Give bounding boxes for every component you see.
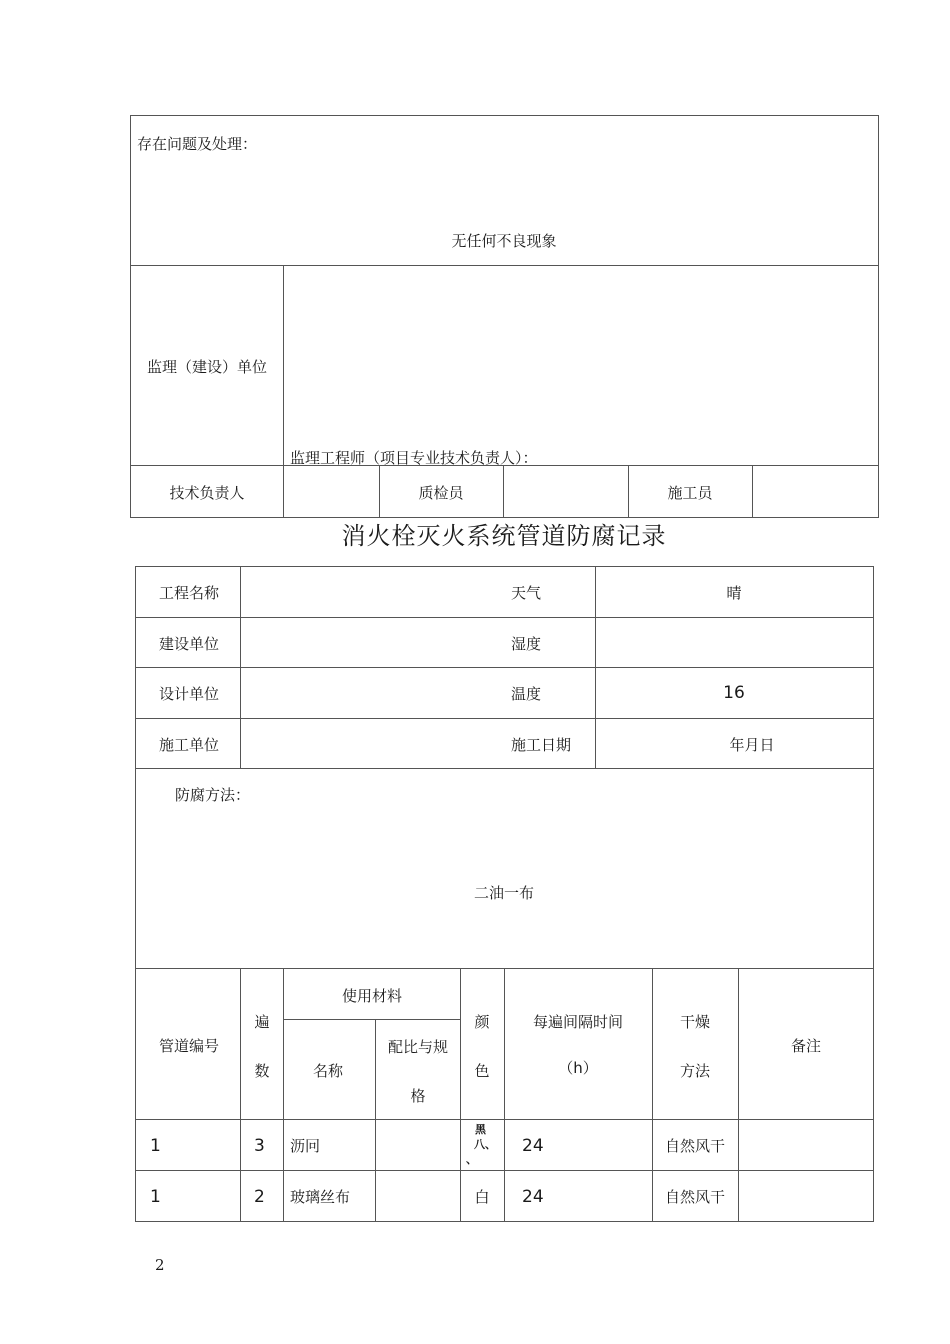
cell-pipe-no: 1 [150, 1136, 161, 1156]
info-field: 湿度 [510, 635, 542, 653]
header-color: 颜 [474, 1013, 490, 1031]
header-passes: 数 [254, 1062, 270, 1080]
header-drying: 干燥 [679, 1013, 711, 1031]
technical-lead-label: 技术负责人 [169, 484, 245, 502]
divider [504, 968, 505, 1222]
header-color: 色 [474, 1062, 490, 1080]
info-field: 天气 [510, 584, 542, 602]
info-value: 16 [723, 683, 745, 703]
info-label: 工程名称 [158, 584, 220, 602]
quality-inspector-label: 质检员 [418, 484, 464, 502]
page-number: 2 [155, 1256, 165, 1274]
header-interval: （h） [558, 1059, 598, 1077]
header-interval: 每遍间隔时间 [532, 1013, 624, 1031]
record-title: 消火栓灭火系统管道防腐记录 [341, 522, 667, 550]
divider [135, 617, 874, 618]
header-passes: 遍 [254, 1013, 270, 1031]
divider [595, 566, 596, 768]
cell-interval: 24 [522, 1136, 544, 1156]
issues-text: 无任何不良现象 [451, 232, 557, 250]
info-label: 建设单位 [158, 635, 220, 653]
info-field: 施工日期 [510, 736, 572, 754]
cell-passes: 2 [254, 1187, 265, 1207]
divider [752, 465, 753, 517]
info-value: 晴 [726, 584, 742, 602]
cell-interval: 24 [522, 1187, 544, 1207]
method-label: 防腐方法： [175, 786, 251, 804]
divider [379, 465, 380, 517]
header-name: 名称 [312, 1062, 344, 1080]
header-remarks: 备注 [790, 1037, 822, 1055]
cell-passes: 3 [254, 1136, 265, 1156]
supervision-unit-label: 监理（建设）单位 [146, 358, 268, 376]
divider [460, 968, 461, 1222]
divider [283, 968, 284, 1222]
divider [130, 265, 879, 266]
issues-label: 存在问题及处理： [137, 135, 258, 153]
cell-drying: 自然风干 [664, 1137, 726, 1155]
info-value: 年月日 [729, 736, 775, 754]
cell-color: 、 [466, 1153, 477, 1166]
cell-name: 玻璃丝布 [290, 1188, 351, 1206]
divider [283, 1019, 460, 1020]
info-label: 施工单位 [158, 736, 220, 754]
divider [240, 968, 241, 1222]
divider [240, 566, 241, 768]
divider [135, 768, 874, 769]
info-label: 设计单位 [158, 685, 220, 703]
header-ratio: 配比与规 [387, 1038, 449, 1056]
divider [135, 667, 874, 668]
divider [283, 265, 284, 517]
divider [652, 968, 653, 1222]
divider [135, 1170, 874, 1171]
header-ratio: 格 [410, 1087, 426, 1105]
header-drying: 方法 [679, 1062, 711, 1080]
method-value: 二油一布 [473, 884, 535, 902]
header-pipe-no: 管道编号 [158, 1037, 220, 1055]
cell-pipe-no: 1 [150, 1187, 161, 1207]
supervision-engineer-label: 监理工程师（项目专业技术负责人）： [290, 449, 538, 467]
cell-color: 白 [474, 1188, 490, 1206]
constructor-label: 施工员 [667, 484, 713, 502]
cell-drying: 自然风干 [664, 1188, 726, 1206]
info-field: 温度 [510, 685, 542, 703]
divider [135, 718, 874, 719]
divider [135, 1119, 874, 1120]
divider [503, 465, 504, 517]
divider [375, 1019, 376, 1222]
cell-name: 沥冋 [290, 1137, 321, 1155]
divider [738, 968, 739, 1222]
divider [628, 465, 629, 517]
cell-color: 黑 [475, 1123, 486, 1136]
cell-color: 八、 [474, 1138, 496, 1151]
header-materials: 使用材料 [341, 987, 403, 1005]
